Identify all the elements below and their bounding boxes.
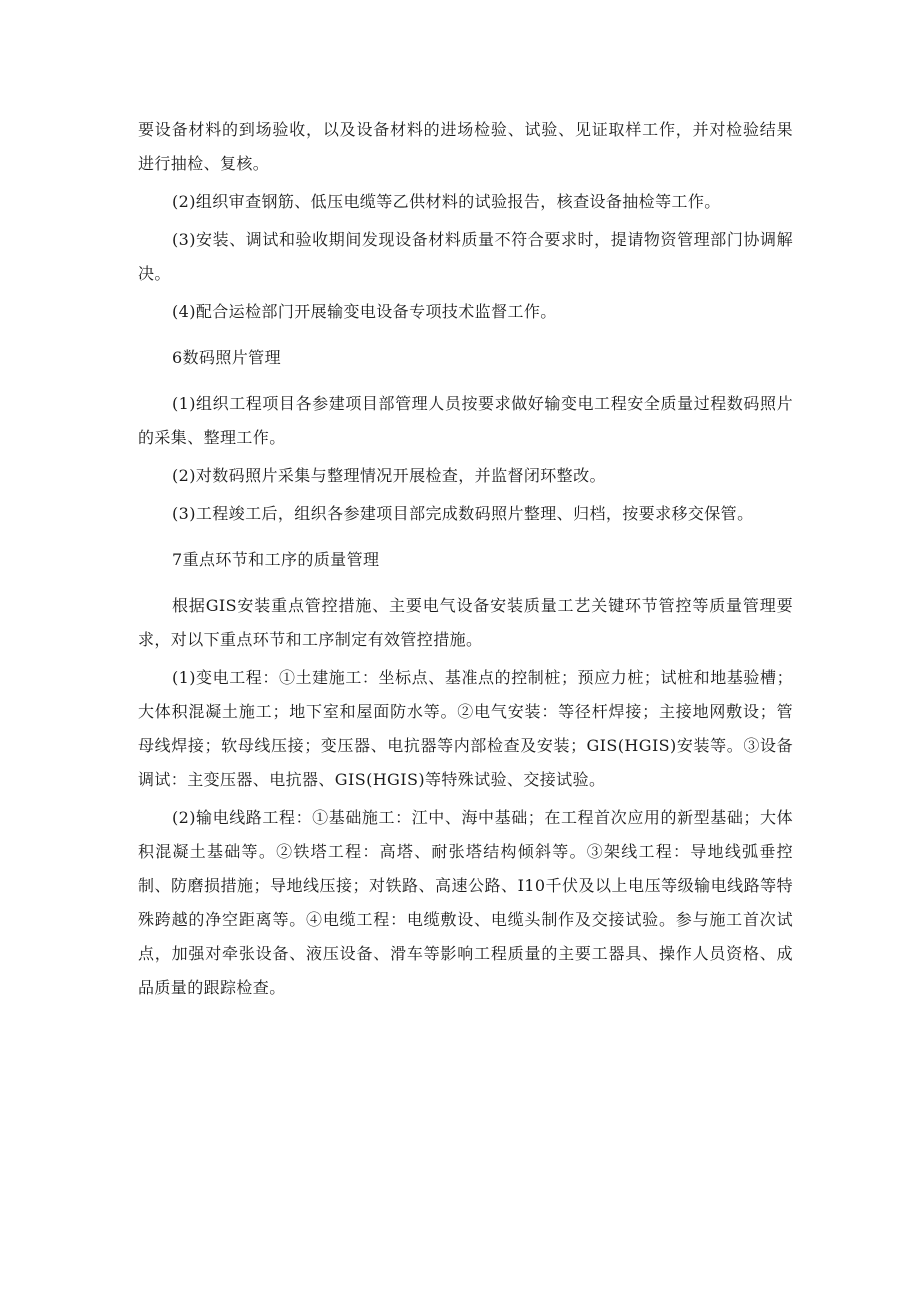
paragraph-item-4-technical-supervision: (4)配合运检部门开展输变电设备专项技术监督工作。 <box>172 302 557 321</box>
document-body <box>138 113 793 1005</box>
paragraph-photo-item-2: (2)对数码照片采集与整理情况开展检查，并监督闭环整改。 <box>172 466 606 485</box>
paragraph-substation-engineering: (1)变电工程：①土建施工：坐标点、基准点的控制桩；预应力桩；试桩和地基验槽；大体积混凝土施工；地下室和屋面防水等。②电气安装：等径杆焊接；主接地网敷设；管母线焊接；软母线压接；变压器、电抗器等内部检查及安装；GIS(HGIS)安装等。③设备调试：主变压器、电抗器、GIS(HGIS)等特殊试验、交接试验。 <box>138 668 793 789</box>
paragraph-materials-acceptance: 要设备材料的到场验收，以及设备材料的进场检验、试验、见证取样工作，并对检验结果进行抽检、复核。 <box>138 120 793 173</box>
paragraph-key-process-intro: 根据GIS安装重点管控措施、主要电气设备安装质量工艺关键环节管控等质量管理要求，对以下重点环节和工序制定有效管控措施。 <box>138 596 793 649</box>
section-heading-7-key-processes: 7重点环节和工序的质量管理 <box>172 550 380 569</box>
section-heading-6-digital-photos: 6数码照片管理 <box>172 348 281 367</box>
paragraph-photo-item-3: (3)工程竣工后，组织各参建项目部完成数码照片整理、归档，按要求移交保管。 <box>172 504 754 523</box>
paragraph-item-2-review-reports: (2)组织审查钢筋、低压电缆等乙供材料的试验报告，核查设备抽检等工作。 <box>172 192 721 211</box>
paragraph-transmission-line-engineering: (2)输电线路工程：①基础施工：江中、海中基础；在工程首次应用的新型基础；大体积混凝土基础等。②铁塔工程：高塔、耐张塔结构倾斜等。③架线工程：导地线弧垂控制、防磨损措施；导地线压接；对铁路、高速公路、I10千伏及以上电压等级输电线路等特殊跨越的净空距离等。④电缆工程：电缆敷设、电缆头制作及交接试验。参与施工首次试点，加强对牵张设备、液压设备、滑车等影响工程质量的主要工器具、操作人员资格、成品质量的跟踪检查。 <box>138 808 793 997</box>
paragraph-photo-item-1: (1)组织工程项目各参建项目部管理人员按要求做好输变电工程安全质量过程数码照片的采集、整理工作。 <box>138 394 793 447</box>
paragraph-item-3-quality-issues: (3)安装、调试和验收期间发现设备材料质量不符合要求时，提请物资管理部门协调解决。 <box>138 230 793 283</box>
